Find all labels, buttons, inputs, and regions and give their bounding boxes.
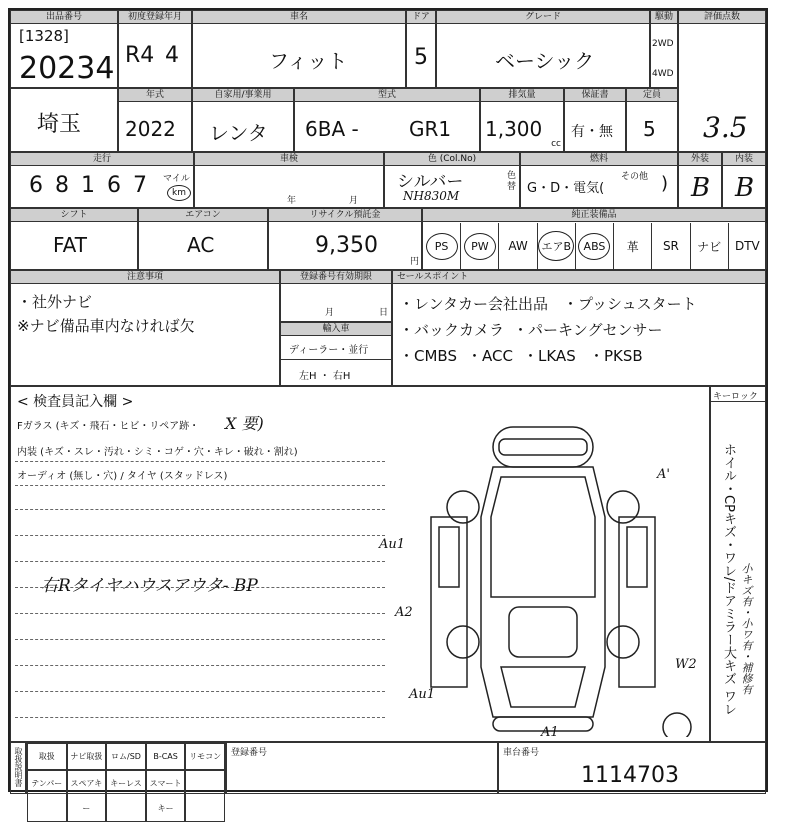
diagram-mark: W2 bbox=[675, 657, 697, 672]
mileage-digit: 6 bbox=[107, 173, 121, 198]
equipment-label: PS bbox=[426, 233, 458, 260]
displacement-value: 1,300 bbox=[485, 117, 543, 141]
inspector-line: Fガラス (キズ・飛石・ヒビ・リペア跡・ bbox=[17, 421, 200, 432]
mileage-digit: 6 bbox=[29, 173, 43, 198]
model-code: GR1 bbox=[409, 117, 452, 141]
year-header: 年式 bbox=[119, 89, 191, 102]
interior-header: 内装 bbox=[723, 153, 765, 166]
wheel-rear-right bbox=[607, 626, 639, 658]
grade-header: グレード bbox=[437, 11, 649, 24]
registration-no-header: 登録番号 bbox=[231, 748, 268, 758]
side-note-2: 小キズ有・小ワ有・補修有 bbox=[740, 563, 753, 695]
bottom-label: スペアキー bbox=[67, 770, 107, 822]
warranty-cell bbox=[564, 88, 626, 152]
notes-header: 注意事項 bbox=[11, 271, 279, 284]
score-header: 評価点数 bbox=[679, 11, 765, 24]
mileage-digits bbox=[29, 173, 147, 198]
equipment-cell bbox=[422, 208, 766, 270]
displacement-cell bbox=[480, 88, 564, 152]
bottom-label: ナビ取扱 bbox=[67, 743, 107, 770]
color-header: 色 (Col.No) bbox=[385, 153, 519, 166]
sales-cell bbox=[392, 270, 766, 386]
equipment-item bbox=[499, 223, 537, 269]
fuel-other: その他 bbox=[621, 172, 649, 182]
sales-point: ・ACC bbox=[467, 347, 513, 365]
shift-header: シフト bbox=[11, 209, 137, 222]
model-year-header: 初度登録年月 bbox=[119, 11, 191, 24]
diagram-mark: A1 bbox=[541, 725, 559, 740]
model-header: 型式 bbox=[295, 89, 479, 102]
aircon-value: AC bbox=[187, 233, 215, 257]
usage-cell bbox=[192, 88, 294, 152]
warranty-value: 有・無 bbox=[571, 124, 613, 140]
inspection-month: 月 bbox=[349, 196, 359, 206]
lot-number: 20234 bbox=[19, 51, 115, 86]
equipment-item bbox=[538, 223, 576, 269]
car-left-side bbox=[431, 517, 467, 687]
equipment-item bbox=[576, 223, 614, 269]
warranty-header: 保証書 bbox=[565, 89, 625, 102]
diagram-mark: Au1 bbox=[379, 537, 406, 552]
note-line: ※ナビ備品車内なければ欠 bbox=[17, 317, 195, 335]
equipment-item bbox=[614, 223, 652, 269]
region-cell bbox=[10, 88, 118, 152]
lot-prefix: [1328] bbox=[19, 27, 69, 45]
car-roof bbox=[509, 607, 577, 657]
grade-value: ベーシック bbox=[495, 49, 595, 73]
registration-month: 月 bbox=[325, 308, 335, 318]
car-right-side bbox=[619, 517, 655, 687]
handwritten-note: 右Rタイヤハウスアウタ- BP bbox=[41, 576, 258, 596]
inspector-line: 内装 (キズ・スレ・汚れ・シミ・コゲ・穴・キレ・破れ・割れ) bbox=[17, 447, 298, 458]
region-value: 埼玉 bbox=[37, 112, 82, 137]
equipment-item bbox=[652, 223, 690, 269]
model-prefix: 6BA - bbox=[305, 117, 359, 141]
bottom-label: B-CAS bbox=[146, 743, 186, 770]
equipment-label: ABS bbox=[578, 233, 610, 260]
mileage-unit-mile: マイル bbox=[163, 174, 190, 184]
displacement-header: 排気量 bbox=[481, 89, 563, 102]
exterior-header: 外装 bbox=[679, 153, 721, 166]
sales-point: ・LKAS bbox=[523, 347, 576, 365]
bottom-label: キーレス bbox=[106, 770, 146, 822]
equipment-label: ナビ bbox=[697, 239, 722, 254]
car-front-bumper bbox=[493, 427, 593, 467]
grade-cell bbox=[436, 10, 650, 88]
diagram-mark: A2 bbox=[395, 605, 413, 620]
capacity-cell bbox=[626, 88, 678, 152]
mileage-header: 走行 bbox=[11, 153, 193, 166]
sales-point: ・プッシュスタート bbox=[563, 295, 697, 313]
inspection-cell bbox=[194, 152, 384, 208]
drive-2wd: 2WD bbox=[652, 39, 674, 49]
recycle-unit: 円 bbox=[409, 257, 419, 267]
score-cell bbox=[678, 10, 766, 152]
car-body-outline bbox=[481, 467, 605, 717]
sales-point: ・レンタカー会社出品 bbox=[399, 295, 549, 313]
drive-cell bbox=[650, 10, 678, 88]
car-right-door bbox=[627, 527, 647, 587]
side-notes-cell bbox=[710, 386, 766, 742]
key-header: キーロック bbox=[713, 392, 758, 402]
year-value: 2022 bbox=[125, 117, 176, 141]
fuel-value: G・D・電気( bbox=[527, 181, 605, 196]
doors-value: 5 bbox=[414, 45, 428, 70]
mileage-unit-km: km bbox=[167, 185, 191, 201]
equipment-label: DTV bbox=[734, 239, 760, 253]
note-line: ・社外ナビ bbox=[17, 293, 93, 311]
equipment-label: AW bbox=[508, 239, 528, 253]
capacity-header: 定員 bbox=[627, 89, 677, 102]
fuel-header: 燃料 bbox=[521, 153, 677, 166]
equipment-label: 革 bbox=[626, 239, 639, 254]
usage-header: 自家用/事業用 bbox=[193, 89, 293, 102]
inspection-header: 車検 bbox=[195, 153, 383, 166]
inspector-line: オーディオ (無し・穴) / タイヤ (スタッドレス) bbox=[17, 471, 228, 482]
bottom-label: ロム/SD bbox=[106, 743, 146, 770]
import-type: ディーラー・並行 bbox=[289, 345, 369, 356]
car-name: フィット bbox=[269, 49, 348, 73]
registration-day: 日 bbox=[379, 308, 389, 318]
recycle-value: 9,350 bbox=[315, 233, 378, 258]
spare-wheel bbox=[663, 713, 691, 737]
sales-point: ・PKSB bbox=[589, 347, 643, 365]
usage-value: レンタ bbox=[209, 121, 268, 145]
shift-value: FAT bbox=[53, 233, 88, 257]
wheel-front-left bbox=[447, 491, 479, 523]
notes-cell bbox=[10, 270, 280, 386]
model-year-cell bbox=[118, 10, 192, 88]
auction-sheet bbox=[8, 8, 768, 813]
sales-point: ・CMBS bbox=[399, 347, 457, 365]
import-cell bbox=[280, 322, 392, 386]
bottom-label: 取扱 bbox=[27, 743, 67, 770]
capacity-value: 5 bbox=[643, 117, 656, 141]
side-note: ホイル・CPキズ・ワレ/ドアミラー大キズ ワレ bbox=[721, 443, 736, 716]
inspector-line: X 要) bbox=[225, 414, 264, 433]
diagram-mark: Au1 bbox=[409, 687, 436, 702]
reiwa-year: R4 bbox=[125, 43, 155, 68]
color-cell bbox=[384, 152, 520, 208]
bottom-grid bbox=[26, 742, 226, 813]
registration-no-cell bbox=[226, 742, 498, 794]
recycle-header: リサイクル預託金 bbox=[269, 209, 421, 222]
aircon-header: エアコン bbox=[139, 209, 267, 222]
exterior-cell bbox=[678, 152, 722, 208]
score-value: 3.5 bbox=[703, 111, 748, 144]
displacement-unit: cc bbox=[551, 139, 561, 149]
doors-header: ドア bbox=[407, 11, 435, 24]
sales-header: セールスポイント bbox=[393, 271, 765, 284]
car-left-door bbox=[439, 527, 459, 587]
diagram-mark: A' bbox=[657, 467, 670, 482]
color-code: NH830M bbox=[403, 189, 460, 203]
inspector-title: < 検査員記入欄 > bbox=[17, 394, 134, 410]
drive-header: 駆動 bbox=[651, 11, 677, 24]
chassis-number: 1114703 bbox=[581, 763, 679, 788]
mileage-cell bbox=[10, 152, 194, 208]
exterior-grade: B bbox=[691, 173, 711, 203]
year-cell bbox=[118, 88, 192, 152]
equipment-item bbox=[691, 223, 729, 269]
sales-point: ・パーキングセンサー bbox=[513, 321, 663, 339]
car-name-header: 車名 bbox=[193, 11, 405, 24]
recycle-cell bbox=[268, 208, 422, 270]
steering: 左H ・ 右H bbox=[299, 371, 351, 382]
mileage-digit: 7 bbox=[133, 173, 147, 198]
inspection-year: 年 bbox=[287, 196, 297, 206]
bottom-side-label: 取扱説明書 bbox=[14, 747, 23, 787]
month-value: 4 bbox=[165, 43, 179, 68]
interior-grade: B bbox=[735, 173, 755, 203]
color-value: シルバー bbox=[397, 172, 464, 192]
equipment-label: エアB bbox=[538, 231, 574, 261]
mileage-digit: 1 bbox=[81, 173, 95, 198]
drive-4wd: 4WD bbox=[652, 69, 674, 79]
bottom-label: テンパー bbox=[27, 770, 67, 822]
registration-cell bbox=[280, 270, 392, 322]
chassis-cell bbox=[498, 742, 766, 794]
sales-point: ・バックカメラ bbox=[399, 321, 505, 339]
import-header: 輸入車 bbox=[281, 323, 391, 336]
equipment-list bbox=[423, 223, 767, 269]
equipment-item bbox=[423, 223, 461, 269]
aircon-cell bbox=[138, 208, 268, 270]
car-hood bbox=[491, 477, 595, 597]
equipment-header: 純正装備品 bbox=[423, 209, 765, 222]
equipment-label: PW bbox=[464, 233, 496, 260]
bottom-label: リモコン bbox=[185, 743, 225, 770]
mileage-digit: 8 bbox=[55, 173, 69, 198]
lot-cell bbox=[10, 10, 118, 88]
fuel-close: ) bbox=[661, 173, 669, 194]
bottom-label: スマートキー bbox=[146, 770, 186, 822]
registration-header: 登録番号有効期限 bbox=[281, 271, 391, 284]
equipment-item bbox=[729, 223, 767, 269]
equipment-label: SR bbox=[662, 239, 679, 253]
chassis-header: 車台番号 bbox=[503, 748, 540, 758]
doors-cell bbox=[406, 10, 436, 88]
lot-header: 出品番号 bbox=[11, 11, 117, 24]
wheel-front-right bbox=[607, 491, 639, 523]
car-rear bbox=[501, 667, 585, 707]
car-front-grille bbox=[499, 439, 587, 455]
fuel-cell bbox=[520, 152, 678, 208]
inspector-area bbox=[10, 386, 710, 742]
interior-cell bbox=[722, 152, 766, 208]
car-name-cell bbox=[192, 10, 406, 88]
bottom-side-label-cell bbox=[10, 742, 26, 794]
shift-cell bbox=[10, 208, 138, 270]
equipment-item bbox=[461, 223, 499, 269]
model-cell bbox=[294, 88, 480, 152]
color-change: 色替 bbox=[507, 171, 517, 192]
wheel-rear-left bbox=[447, 626, 479, 658]
